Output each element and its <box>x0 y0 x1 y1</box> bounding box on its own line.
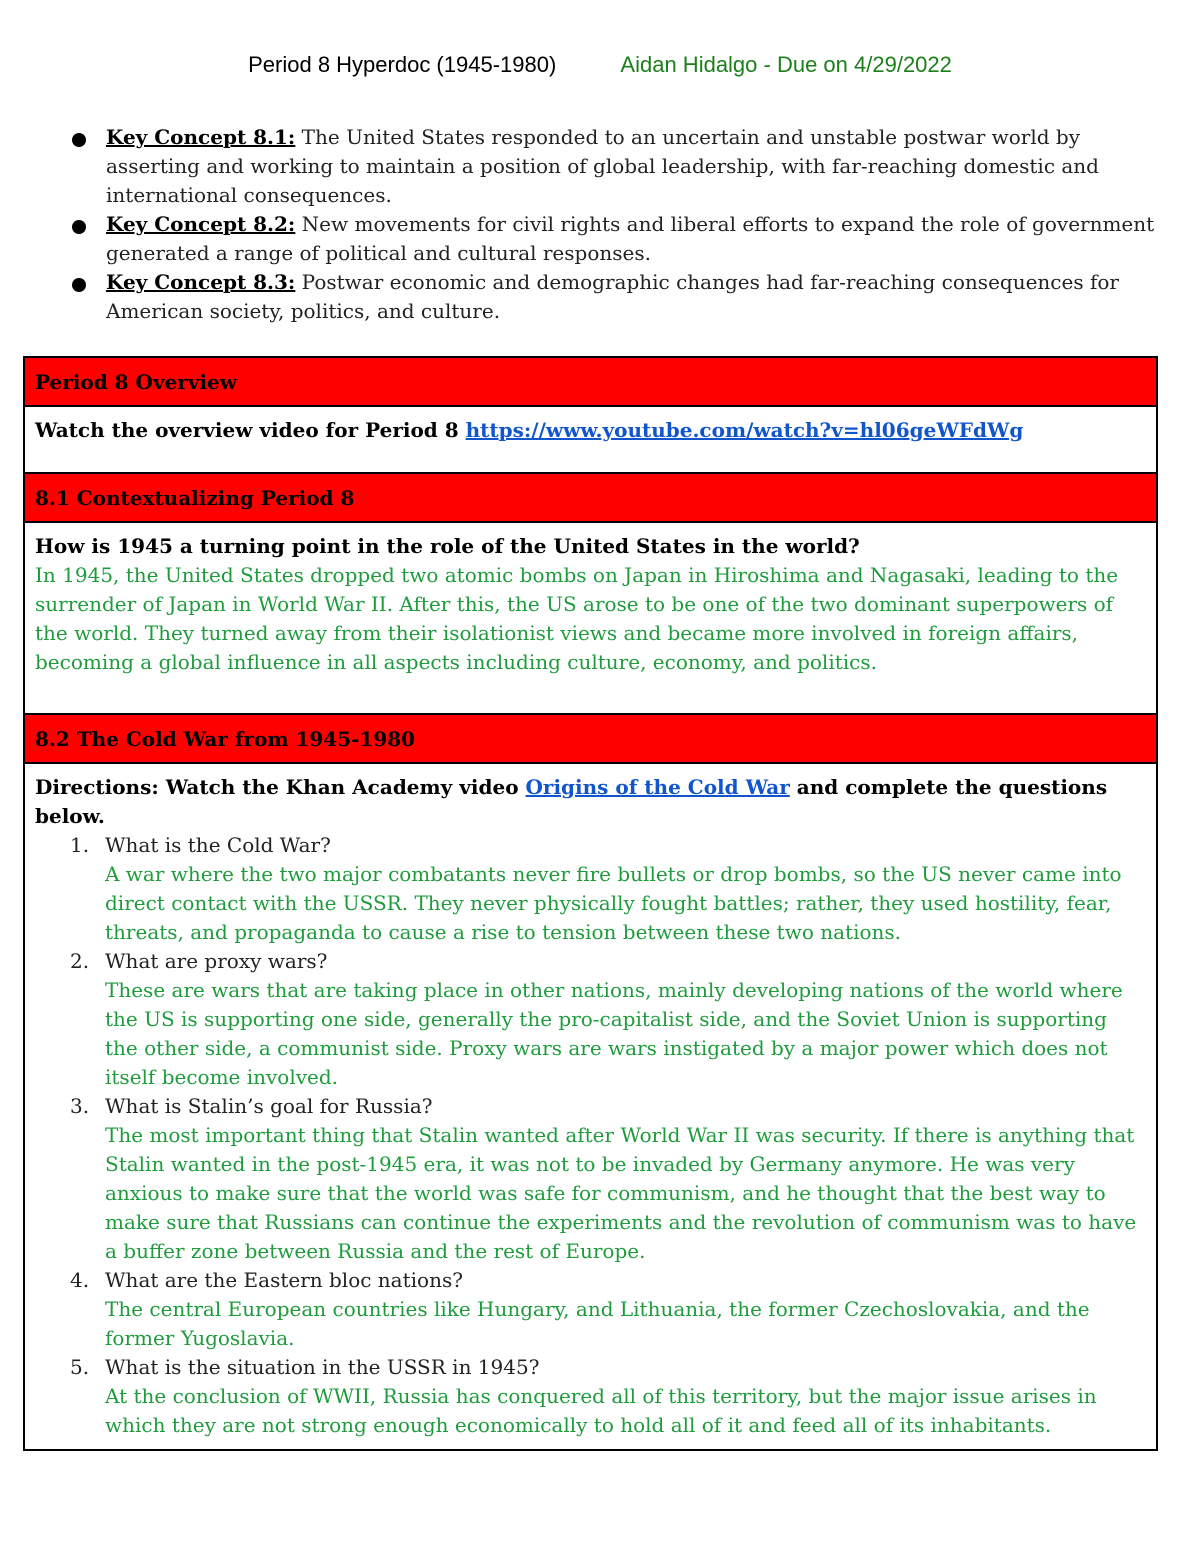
key-concept-text: The United States responded to an uncertain and unstable postwar world by asserting and working to maintain a position of global leadership, with far-reaching domestic and international consequences. <box>106 125 1099 207</box>
contextualizing-cell <box>25 523 1156 715</box>
key-concept-label: Key Concept 8.3: <box>106 270 296 294</box>
cold-war-cell <box>25 764 1156 1449</box>
question-text: What are the Eastern bloc nations? <box>105 1268 463 1292</box>
question-number: 5. <box>70 1355 90 1379</box>
question-text: What are proxy wars? <box>105 949 328 973</box>
question-text: What is the Cold War? <box>105 833 331 857</box>
cold-war-questions <box>35 831 1146 1440</box>
overview-cell <box>25 407 1156 474</box>
key-concept-label: Key Concept 8.1: <box>106 125 296 149</box>
overview-header: Period 8 Overview <box>25 358 1156 407</box>
key-concept-item <box>60 123 1170 210</box>
overview-prompt: Watch the overview video for Period 8 <box>35 418 466 442</box>
key-concept-item <box>60 210 1170 268</box>
question-number: 1. <box>70 833 90 857</box>
question-item <box>35 1092 1146 1266</box>
key-concept-text: Postwar economic and demographic changes had far-reaching consequences for American society, politics, and culture. <box>106 270 1119 323</box>
cold-war-directions <box>35 773 1146 831</box>
contextualizing-header: 8.1 Contextualizing Period 8 <box>25 474 1156 523</box>
answer-text: A war where the two major combatants never fire bullets or drop bombs, so the US never came into direct contact with the USSR. They never physically fought battles; rather, they used hostility, fear, threats, and propaganda to cause a rise to tension between these two nations. <box>105 862 1122 944</box>
key-concept-label: Key Concept 8.2: <box>106 212 296 236</box>
hyperdoc-table <box>23 356 1158 1451</box>
answer-text: The most important thing that Stalin wanted after World War II was security. If there is anything that Stalin wanted in the post-1945 era, it was not to be invaded by Germany anymore. He was very anxious to make sure that the world was safe for communism, and he thought that the best way to make sure that Russians can continue the experiments and the revolution of communism was to have a buffer zone between Russia and the rest of Europe. <box>105 1123 1137 1263</box>
question-number: 3. <box>70 1094 90 1118</box>
answer-text: At the conclusion of WWII, Russia has conquered all of this territory, but the major issue arises in which they are not strong enough economically to hold all of it and feed all of its inhabitants. <box>105 1384 1097 1437</box>
key-concepts-list <box>60 123 1170 326</box>
overview-video-link[interactable]: https://www.youtube.com/watch?v=hl06geWFdWg <box>465 418 1024 442</box>
contextualizing-question: How is 1945 a turning point in the role of the United States in the world? <box>35 534 860 558</box>
question-text: What is the situation in the USSR in 1945? <box>105 1355 540 1379</box>
question-text: What is Stalin’s goal for Russia? <box>105 1094 433 1118</box>
question-item <box>35 1266 1146 1353</box>
student-due-date: Aidan Hidalgo - Due on 4/29/2022 <box>620 52 952 77</box>
question-item <box>35 1353 1146 1440</box>
answer-text: The central European countries like Hungary, and Lithuania, the former Czechoslovakia, and the former Yugoslavia. <box>105 1297 1090 1350</box>
cold-war-header: 8.2 The Cold War from 1945-1980 <box>25 715 1156 764</box>
question-item <box>35 831 1146 947</box>
origins-cold-war-link[interactable]: Origins of the Cold War <box>525 775 790 799</box>
directions-suffix: and complete the questions below. <box>35 775 1108 828</box>
key-concept-text: New movements for civil rights and liberal efforts to expand the role of government generated a range of political and cultural responses. <box>106 212 1155 265</box>
key-concept-item <box>60 268 1170 326</box>
question-number: 2. <box>70 949 90 973</box>
page-title <box>0 52 1200 78</box>
question-item <box>35 947 1146 1092</box>
answer-text: These are wars that are taking place in other nations, mainly developing nations of the world where the US is supporting one side, generally the pro-capitalist side, and the Soviet Union is supporting the other side, a communist side. Proxy wars are wars instigated by a major power which does not itself become involved. <box>105 978 1123 1089</box>
contextualizing-answer: In 1945, the United States dropped two atomic bombs on Japan in Hiroshima and Nagasaki, leading to the surrender of Japan in World War II. After this, the US arose to be one of the two dominant superpowers of the world. They turned away from their isolationist views and became more involved in foreign affairs, becoming a global influence in all aspects including culture, economy, and politics. <box>35 563 1119 674</box>
question-number: 4. <box>70 1268 90 1292</box>
document-title: Period 8 Hyperdoc (1945-1980) <box>248 52 557 77</box>
directions-prefix: Directions: Watch the Khan Academy video <box>35 775 526 799</box>
